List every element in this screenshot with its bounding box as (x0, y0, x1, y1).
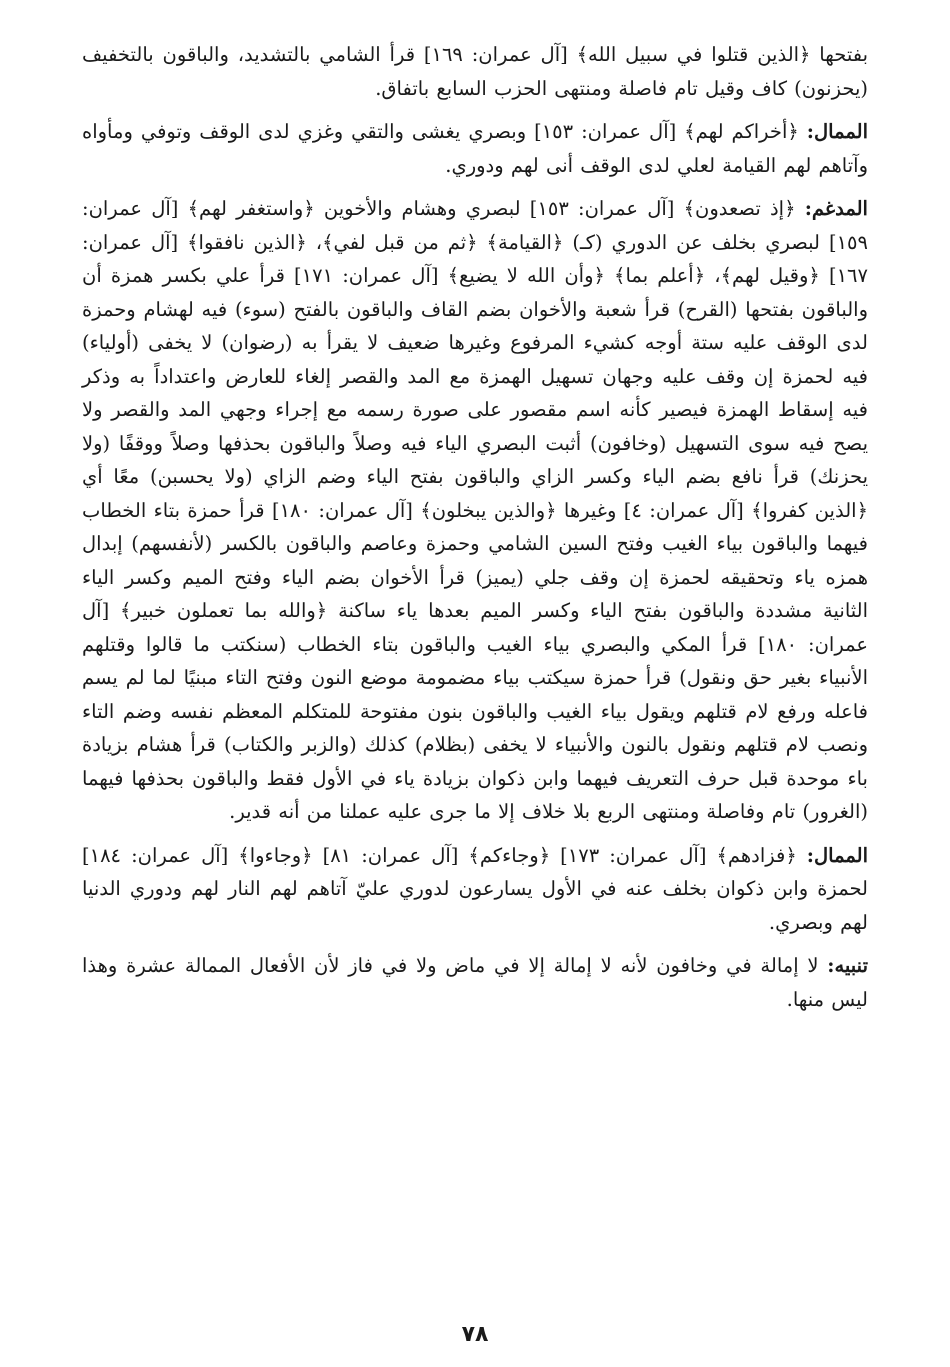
paragraph-2-text: ﴿أخراكم لهم﴾ [آل عمران: ١٥٣] وبصري يغشى والتقي وغزي لدى الوقف وتوفي ومأواه وآتاهم لهم القيامة لعلي لدى الوقف أنى لهم ودوري. (82, 120, 868, 177)
paragraph-5-text: لا إمالة في وخافون لأنه لا إمالة إلا في ماض ولا في فاز لأن الأفعال الممالة عشرة وهذا ليس منها. (82, 954, 868, 1011)
page-number: ٧٨ (461, 1322, 489, 1347)
paragraph-1-text: بفتحها ﴿الذين قتلوا في سبيل الله﴾ [آل عمران: ١٦٩] قرأ الشامي بالتشديد، والباقون بالتخفيف (يحزنون) كاف وقيل تام فاصلة ومنتهى الحزب السابع باتفاق. (82, 43, 869, 100)
paragraph-3-text: ﴿إذ تصعدون﴾ [آل عمران: ١٥٣] لبصري وهشام والأخوين ﴿واستغفر لهم﴾ [آل عمران: ١٥٩] لبصري بخلف عن الدوري (كـ) ﴿القيامة﴾ ﴿ثم من قبل لفي﴾، ﴿الذين نافقوا﴾ [آل عمران: ١٦٧] ﴿وقيل لهم﴾، ﴿أعلم بما﴾ ﴿وأن الله لا يضيع﴾ [آل عمران: ١٧١] قرأ علي بكسر همزة أن والباقون بفتحها (القرح) قرأ شعبة والأخوان بضم القاف والباقون بالفتح (سوء) فيه لهشام وحمزة لدى الوقف عليه ستة أوجه كشيء المرفوع وغيرها ضعيف لا يقرأ به (رضوان) لا يخفى (أولياء) فيه لحمزة إن وقف عليه وجهان تسهيل الهمزة مع المد والقصر إلغاء للعارض واعتداداً به وذكر فيه إسقاط الهمزة فيصير كأنه اسم مقصور على صورة رسمه مع إجراء وجهي المد والقصر ولا يصح فيه سوى التسهيل (وخافون) أثبت البصري الياء فيه وصلاً والباقون بحذفها وصلاً ووقفًا (ولا يحزنك) قرأ نافع بضم الياء وكسر الزاي والباقون بفتح الياء وضم الزاي (ولا يحسبن) معًا أي ﴿الذين كفروا﴾ [آل عمران: ٤] وغيرها ﴿والذين يبخلون﴾ [آل عمران: ١٨٠] قرأ حمزة بتاء الخطاب فيهما والباقون بياء الغيب وفتح السين الشامي وحمزة وعاصم والباقون بالكسر (لأنفسهم) إبدال همزه ياء وتحقيقه لحمزة إن وقف جلي (يميز) قرأ الأخوان بضم الياء وفتح الميم وكسر الياء الثانية مشددة والباقون بفتح الياء وكسر الميم بعدها ياء ساكنة ﴿والله بما تعملون خبير﴾ [آل عمران: ١٨٠] قرأ المكي والبصري بياء الغيب والباقون بتاء الخطاب (سنكتب ما قالوا وقتلهم الأنبياء بغير حق ونقول) قرأ حمزة سيكتب بياء مضمومة موضع النون وفتح التاء مبنيًا لما لم يسم فاعله ورفع لام قتلهم ويقول بياء الغيب والباقون بنون مفتوحة للمتكلم المعظم نفسه وضم التاء ونصب لام قتلهم ونقول بالنون والأنبياء لا يخفى (بظلام) كذلك (والزبر والكتاب) قرأ هشام بزيادة باء موحدة قبل حرف التعريف فيهما وابن ذكوان بزيادة ياء في الأول فقط والباقون بحذفها فيهما (الغرور) تام وفاصلة ومنتهى الربع بلا خلاف إلا ما جرى عليه عملنا من أنه قدير. (82, 197, 868, 823)
paragraph-5 (82, 949, 868, 1016)
paragraph-4 (82, 839, 868, 940)
paragraph-4-label: الممال: (806, 843, 868, 867)
paragraph-3-label: المدغم: (804, 197, 868, 220)
paragraph-2 (82, 115, 868, 182)
paragraph-5-label: تنبيه: (827, 954, 868, 977)
paragraph-1 (82, 38, 868, 105)
paragraph-3 (82, 192, 868, 829)
paragraph-2-label: الممال: (806, 120, 868, 143)
paragraph-4-text: ﴿فزادهم﴾ [آل عمران: ١٧٣] ﴿وجاءكم﴾ [آل عمران: ٨١] ﴿وجاءوا﴾ [آل عمران: ١٨٤] لحمزة وابن ذكوان بخلف عنه في الأول يسارعون لدوري عليّ آتاهم لهم النار لهم ودوري الدنيا لهم وبصري. (82, 843, 868, 934)
